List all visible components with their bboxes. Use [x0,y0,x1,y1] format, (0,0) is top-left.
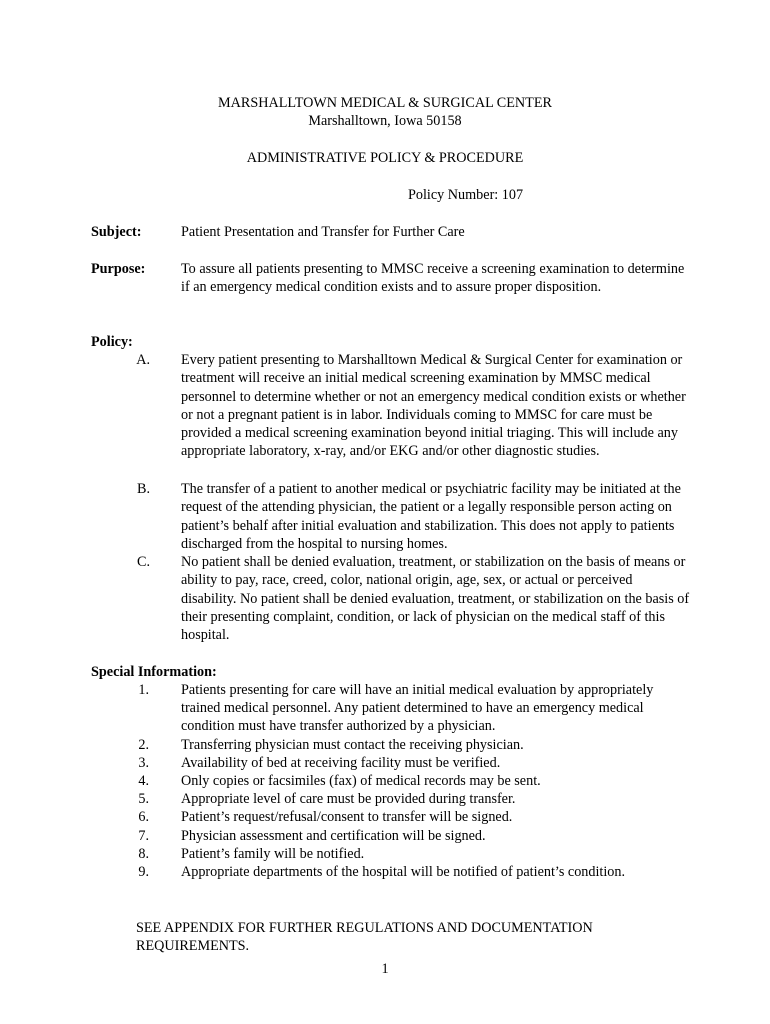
policy-item-marker: A. [136,352,150,368]
policy-item-marker: C. [136,554,150,570]
list-item-number: 9. [138,864,149,881]
special-information-list [0,681,770,881]
purpose-text: To assure all patients presenting to MMSC receive a screening examination to determine if an emergency medical condition exists and to assure proper disposition. [181,261,685,296]
policy-label: Policy: [91,334,133,350]
list-item-number: 7. [138,827,149,844]
document-type: ADMINISTRATIVE POLICY & PROCEDURE [246,150,524,166]
list-item-number: 6. [138,809,149,826]
list-item-text: Only copies or facsimiles (fax) of medical records may be sent. [181,773,541,790]
list-item-text: Patients presenting for care will have an initial medical evaluation by appropriately trained medical personnel. Any patient determined to have an emergency medical condition must have transfer authorized by a physician. [181,682,654,735]
policy-item-marker: B. [136,481,150,497]
list-item-number: 1. [138,682,149,698]
list-item-text: Physician assessment and certification will be signed. [181,827,486,844]
list-item [0,736,770,754]
list-item [0,790,770,808]
list-item [0,772,770,790]
list-item-number: 4. [138,773,149,790]
list-item-number: 8. [138,845,149,862]
list-item [0,808,770,826]
list-item [0,845,770,863]
list-item-number: 3. [138,754,149,771]
organization-name: MARSHALLTOWN MEDICAL & SURGICAL CENTER [218,95,552,111]
page-number: 1 [381,961,389,977]
organization-location: Marshalltown, Iowa 50158 [308,113,462,129]
policy-item-text: No patient shall be denied evaluation, treatment, or stabilization on the basis of means or ability to pay, race, creed, color, national origin, age, sex, or actual or perceived disability. No patient shall be denied evaluation, treatment, or stabilization on the basis of their presenting complaint, condition, or lack of physician on the medical staff of this hospital. [181,554,690,644]
subject-text: Patient Presentation and Transfer for Further Care [181,224,465,240]
list-item [0,827,770,845]
policy-item-text: Every patient presenting to Marshalltown Medical & Surgical Center for examination or treatment will receive an initial medical screening examination by MMSC medical personnel to determine whether or not an emergency medical condition exists or whether or not a pregnant patient is in labor. Individuals coming to MMSC for care must be provided a medical screening examination beyond initial triaging. This will include any appropriate laboratory, x-ray, and/or EKG and/or other diagnostic studies. [181,352,686,460]
policy-number: Policy Number: 107 [408,187,524,203]
subject-label: Subject: [91,224,142,240]
list-item-text: Transferring physician must contact the receiving physician. [181,736,524,753]
appendix-note: SEE APPENDIX FOR FURTHER REGULATIONS AND DOCUMENTATION REQUIREMENTS. [136,920,593,955]
list-item [0,681,770,736]
list-item-text: Patient’s family will be notified. [181,845,365,862]
list-item-text: Appropriate departments of the hospital will be notified of patient’s condition. [181,864,626,881]
purpose-label: Purpose: [91,261,146,277]
list-item-number: 5. [138,791,149,808]
policy-item-text: The transfer of a patient to another medical or psychiatric facility may be initiated at the request of the attending physician, the patient or a legally responsible person acting on patient’s behalf after initial evaluation and stabilization. This does not apply to patients discharged from the hospital to nursing homes. [181,481,681,552]
special-information-label: Special Information: [91,664,217,680]
list-item-text: Appropriate level of care must be provided during transfer. [181,791,516,808]
list-item-text: Patient’s request/refusal/consent to transfer will be signed. [181,809,513,826]
list-item-text: Availability of bed at receiving facility must be verified. [181,754,501,771]
list-item [0,754,770,772]
list-item [0,863,770,881]
list-item-number: 2. [138,736,149,753]
